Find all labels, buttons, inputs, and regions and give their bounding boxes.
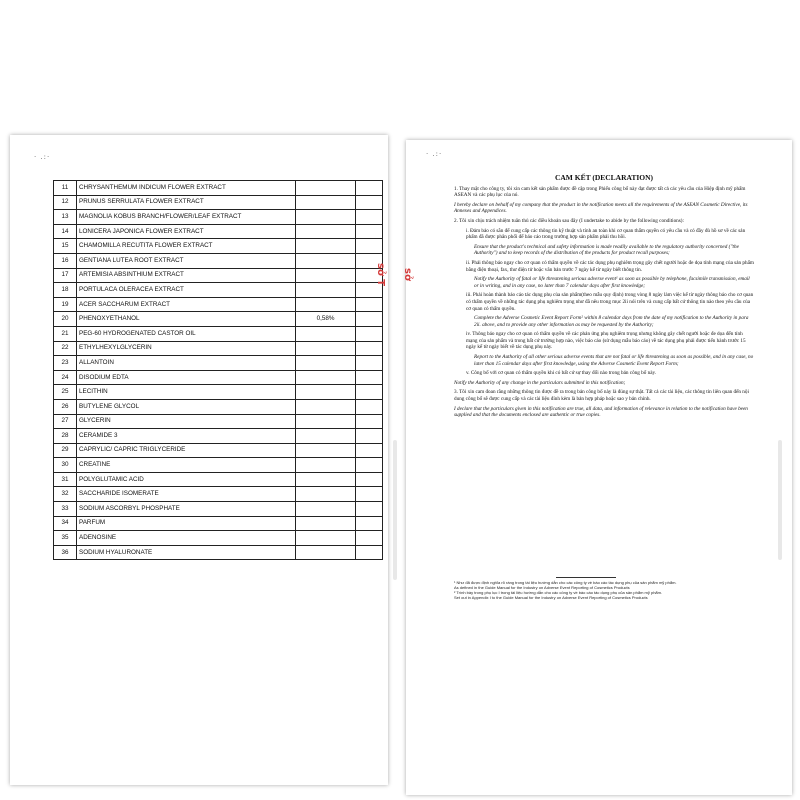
item-iv: iv. Thông báo ngay cho cơ quan có thẩm quyền về các phản ứng phụ nghiêm trọng nhưng không gây chết người hoặc đe dọa đến tính mạng của sản phẩm và trong bất cứ trường hợp nào, việc báo cáo (sử dụng mẫu báo cáo) về tác dụng phụ phải được tiến hành trước 15 ngày kể từ ngày biết về tác dụng phụ này.	[466, 331, 746, 351]
footnote-2: ² Trình bày trong phụ lục I trong tài liệu hướng dẫn cho các công ty về báo cáo tác dụng phụ của sản phẩm mỹ phẩm.	[454, 590, 663, 595]
ingredient-name-cell: POLYGLUTAMIC ACID	[77, 472, 296, 487]
ingredient-name-cell: PEG-60 HYDROGENATED CASTOR OIL	[77, 326, 296, 341]
table-row	[54, 516, 383, 531]
ingredient-num-cell: 26	[54, 399, 77, 414]
red-stamp-edge: sở T	[375, 263, 386, 287]
table-row	[54, 224, 383, 239]
empty-cell	[356, 195, 383, 210]
ingredient-num-cell: 18	[54, 283, 77, 298]
ingredient-name-cell: CHRYSANTHEMUM INDICUM FLOWER EXTRACT	[77, 181, 296, 196]
ingredient-pct-cell	[296, 516, 356, 531]
ingredient-num-cell: 29	[54, 443, 77, 458]
empty-cell	[356, 487, 383, 502]
left-page-scrollbar[interactable]	[393, 440, 397, 580]
table-row	[54, 312, 383, 327]
empty-cell	[356, 429, 383, 444]
ingredient-name-cell: ARTEMISIA ABSINTHIUM EXTRACT	[77, 268, 296, 283]
ingredient-num-cell: 14	[54, 224, 77, 239]
ingredient-name-cell: PRUNUS SERRULATA FLOWER EXTRACT	[77, 195, 296, 210]
ingredient-name-cell: SACCHARIDE ISOMERATE	[77, 487, 296, 502]
empty-cell	[356, 443, 383, 458]
ingredient-name-cell: GLYCERIN	[77, 414, 296, 429]
ingredient-pct-cell	[296, 370, 356, 385]
ingredient-pct-cell	[296, 458, 356, 473]
ingredient-num-cell: 19	[54, 297, 77, 312]
ingredient-num-cell: 32	[54, 487, 77, 502]
paragraph-1: 1. Thay mặt cho công ty, tôi xin cam kết sản phẩm được đề cập trong Phiếu công bố này đạt được tất cả các yêu cầu của Hiệp định mỹ phẩm ASEAN và các phụ lục của nó.	[454, 185, 746, 199]
empty-cell	[356, 385, 383, 400]
empty-cell	[356, 472, 383, 487]
ingredient-name-cell: CREATINE	[77, 458, 296, 473]
table-row	[54, 326, 383, 341]
declaration-text	[454, 175, 754, 422]
ingredient-name-cell: PORTULACA OLERACEA EXTRACT	[77, 283, 296, 298]
ingredient-pct-cell	[296, 385, 356, 400]
scan-mark: · .:·	[426, 150, 443, 158]
ingredient-pct-cell	[296, 341, 356, 356]
item-iv-en: Report to the Authority of all other serious adverse events that are not fatal or life threatening as soon as possible, and in any case, no later than 15 calendar days after first knowledge, using the Adverse Cosmetic Event Report Form;	[474, 354, 754, 367]
ingredient-num-cell: 13	[54, 210, 77, 225]
left-document-page	[10, 135, 388, 785]
ingredient-name-cell: ALLANTOIN	[77, 356, 296, 371]
ingredient-num-cell: 20	[54, 312, 77, 327]
ingredient-pct-cell	[296, 268, 356, 283]
empty-cell	[356, 399, 383, 414]
table-row	[54, 487, 383, 502]
table-row	[54, 429, 383, 444]
ingredient-num-cell: 15	[54, 239, 77, 254]
table-row	[54, 195, 383, 210]
ingredient-num-cell: 30	[54, 458, 77, 473]
empty-cell	[356, 502, 383, 517]
ingredient-num-cell: 27	[54, 414, 77, 429]
ingredient-num-cell: 25	[54, 385, 77, 400]
footnote-divider	[556, 577, 616, 578]
table-row	[54, 297, 383, 312]
empty-cell	[356, 297, 383, 312]
ingredient-name-cell: CERAMIDE 3	[77, 429, 296, 444]
ingredient-num-cell: 23	[54, 356, 77, 371]
item-iii-en: Complete the Adverse Cosmetic Event Report Form² within 8 calendar days from the date of my notification to the Authority in para 2ii. above, and to provide any other information as may be requested by the Authority;	[474, 315, 749, 328]
ingredient-name-cell: PARFUM	[77, 516, 296, 531]
ingredient-pct-cell	[296, 224, 356, 239]
ingredient-name-cell: ACER SACCHARUM EXTRACT	[77, 297, 296, 312]
ingredient-name-cell: CAPRYLIC/ CAPRIC TRIGLYCERIDE	[77, 443, 296, 458]
ingredient-pct-cell	[296, 399, 356, 414]
empty-cell	[356, 224, 383, 239]
empty-cell	[356, 414, 383, 429]
table-row	[54, 268, 383, 283]
ingredient-name-cell: LECITHIN	[77, 385, 296, 400]
table-row	[54, 283, 383, 298]
ingredient-pct-cell	[296, 181, 356, 196]
ingredient-pct-cell	[296, 239, 356, 254]
ingredient-num-cell: 31	[54, 472, 77, 487]
table-row	[54, 385, 383, 400]
ingredient-num-cell: 11	[54, 181, 77, 196]
ingredient-pct-cell	[296, 356, 356, 371]
empty-cell	[356, 326, 383, 341]
ingredient-name-cell: PHENOXYETHANOL	[77, 312, 296, 327]
footnote-2-en: Set out in Appendix I to the Guide Manual for the Industry on Adverse Event Reporting of Cosmetics Products	[454, 595, 648, 600]
ingredient-pct-cell	[296, 443, 356, 458]
item-ii: ii. Phải thông báo ngay cho cơ quan có thẩm quyền về các tác dụng phụ nghiêm trọng gây chết người hoặc đe dọa tính mạng của sản phẩm bằng điện thoại, fax, thư điện tử hoặc văn bản trước 7 ngày kể từ ngày biết thông tin.	[466, 259, 754, 273]
item-i-en: Ensure that the product's technical and safety information is made readily available to the regulatory authority concerned ("the Authority") and to keep records of the distribution of the products for product recall purposes;	[474, 243, 739, 257]
empty-cell	[356, 181, 383, 196]
ingredient-num-cell: 16	[54, 253, 77, 268]
table-row	[54, 356, 383, 371]
empty-cell	[356, 370, 383, 385]
red-stamp-edge: sở	[402, 268, 413, 281]
empty-cell	[356, 341, 383, 356]
paragraph-2: 2. Tôi xin chịu trách nhiệm tuân thủ các điều khoản sau đây (I undertake to abide by the following conditions):	[454, 217, 684, 224]
ingredient-pct-cell	[296, 502, 356, 517]
empty-cell	[356, 312, 383, 327]
ingredient-num-cell: 36	[54, 545, 77, 560]
paragraph-3: 3. Tôi xin cam đoan rằng những thông tin được đề ra trong bản công bố này là đúng sự thật. Tất cả các tài liệu, các thông tin liên quan đến nội dung công bố sẽ được cung cấp và các tài liệu đính kèm là bản hợp pháp hoặc sao y bản chính.	[454, 389, 749, 403]
table-row	[54, 531, 383, 546]
ingredient-pct-cell	[296, 414, 356, 429]
empty-cell	[356, 531, 383, 546]
empty-cell	[356, 239, 383, 254]
table-row	[54, 414, 383, 429]
ingredient-name-cell: DISODIUM EDTA	[77, 370, 296, 385]
ingredient-pct-cell	[296, 326, 356, 341]
ingredient-num-cell: 33	[54, 502, 77, 517]
empty-cell	[356, 210, 383, 225]
ingredient-pct-cell	[296, 429, 356, 444]
table-row	[54, 399, 383, 414]
table-row	[54, 210, 383, 225]
item-v-en: Notify the Authority of any change in the particulars submitted in this notification;	[454, 379, 626, 386]
empty-cell	[356, 356, 383, 371]
ingredient-num-cell: 24	[54, 370, 77, 385]
item-ii-en: Notify the Authority of fatal or life threatening serious adverse event¹ as soon as possible by telephone, facsimile transmission, email or in writing, and in any case, no later than 7 calendar days after first knowledge;	[474, 276, 750, 289]
scan-mark: · .:·	[34, 153, 51, 161]
empty-cell	[356, 545, 383, 560]
ingredient-num-cell: 22	[54, 341, 77, 356]
ingredient-name-cell: LONICERA JAPONICA FLOWER EXTRACT	[77, 224, 296, 239]
ingredient-pct-cell	[296, 253, 356, 268]
declaration-title: CAM KẾT (DECLARATION)	[554, 173, 654, 182]
ingredient-num-cell: 35	[54, 531, 77, 546]
ingredient-name-cell: SODIUM ASCORBYL PHOSPHATE	[77, 502, 296, 517]
ingredient-pct-cell	[296, 210, 356, 225]
footnote-1-en: As defined in the Guide Manual for the Industry on Adverse Event Reporting of Cosmetics Products	[454, 585, 630, 590]
ingredient-num-cell: 12	[54, 195, 77, 210]
table-row	[54, 472, 383, 487]
item-v: v. Công bố với cơ quan có thẩm quyền khi có bất cứ sự thay đổi nào trong bản công bố này.	[466, 370, 657, 377]
table-row	[54, 458, 383, 473]
ingredient-name-cell: BUTYLENE GLYCOL	[77, 399, 296, 414]
table-row	[54, 370, 383, 385]
table-row	[54, 443, 383, 458]
ingredient-num-cell: 21	[54, 326, 77, 341]
ingredient-pct-cell	[296, 297, 356, 312]
table-row	[54, 239, 383, 254]
table-row	[54, 181, 383, 196]
item-iii: iii. Phải hoàn thành báo cáo tác dụng phụ của sản phẩm(theo mẫu quy định) trong vòng 8 ngày làm việc kể từ ngày thông báo cho cơ quan có thẩm quyền về những tác dụng phụ nghiêm trọng như đã nêu trong mục 2ii nói trên và cung cấp bất cứ thông tin nào theo yêu cầu của cơ quan có thẩm quyền.	[466, 292, 754, 312]
ingredient-pct-cell	[296, 531, 356, 546]
ingredient-name-cell: ETHYLHEXYLGLYCERIN	[77, 341, 296, 356]
ingredient-pct-cell	[296, 472, 356, 487]
empty-cell	[356, 458, 383, 473]
footnotes	[454, 580, 754, 600]
ingredient-num-cell: 28	[54, 429, 77, 444]
table-row	[54, 341, 383, 356]
ingredient-num-cell: 17	[54, 268, 77, 283]
ingredient-pct-cell	[296, 487, 356, 502]
table-row	[54, 253, 383, 268]
table-row	[54, 545, 383, 560]
empty-cell	[356, 516, 383, 531]
paragraph-1-en: I hereby declare on behalf of my company that the product in the notification meets all the requirements of the ASEAN Cosmetic Directive, its Annexes and Appendices.	[454, 201, 748, 215]
ingredient-name-cell: CHAMOMILLA RECUTITA FLOWER EXTRACT	[77, 239, 296, 254]
ingredient-pct-cell	[296, 283, 356, 298]
ingredient-name-cell: MAGNOLIA KOBUS BRANCH/FLOWER/LEAF EXTRACT	[77, 210, 296, 225]
right-page-scrollbar[interactable]	[778, 440, 782, 560]
item-i: i. Đảm bảo có sẵn để cung cấp các thông tin kỹ thuật và tính an toàn khi cơ quan thẩm quyền có yêu cầu và có đầy đủ hồ sơ về các sản phẩm đã được phân phối để báo cáo trong trường hợp sản phẩm phải thu hồi.	[466, 227, 746, 241]
ingredient-pct-cell	[296, 195, 356, 210]
ingredient-pct-cell: 0,58%	[296, 312, 356, 327]
right-document-page	[402, 140, 792, 795]
ingredient-name-cell: GENTIANA LUTEA ROOT EXTRACT	[77, 253, 296, 268]
ingredient-name-cell: ADENOSINE	[77, 531, 296, 546]
ingredient-name-cell: SODIUM HYALURONATE	[77, 545, 296, 560]
table-row	[54, 502, 383, 517]
ingredient-num-cell: 34	[54, 516, 77, 531]
ingredient-table	[53, 180, 383, 560]
paragraph-3-en: I declare that the particulars given in this notification are true, all data, and information of relevance in relation to the notification have been supplied and that the documents enclosed are authentic or true copies.	[454, 405, 748, 419]
ingredient-pct-cell	[296, 545, 356, 560]
footnote-1: ¹ Như đã được định nghĩa rõ ràng trong tài liệu hướng dẫn cho các công ty về báo cáo tác dụng phụ của sản phẩm mỹ phẩm.	[454, 580, 677, 585]
